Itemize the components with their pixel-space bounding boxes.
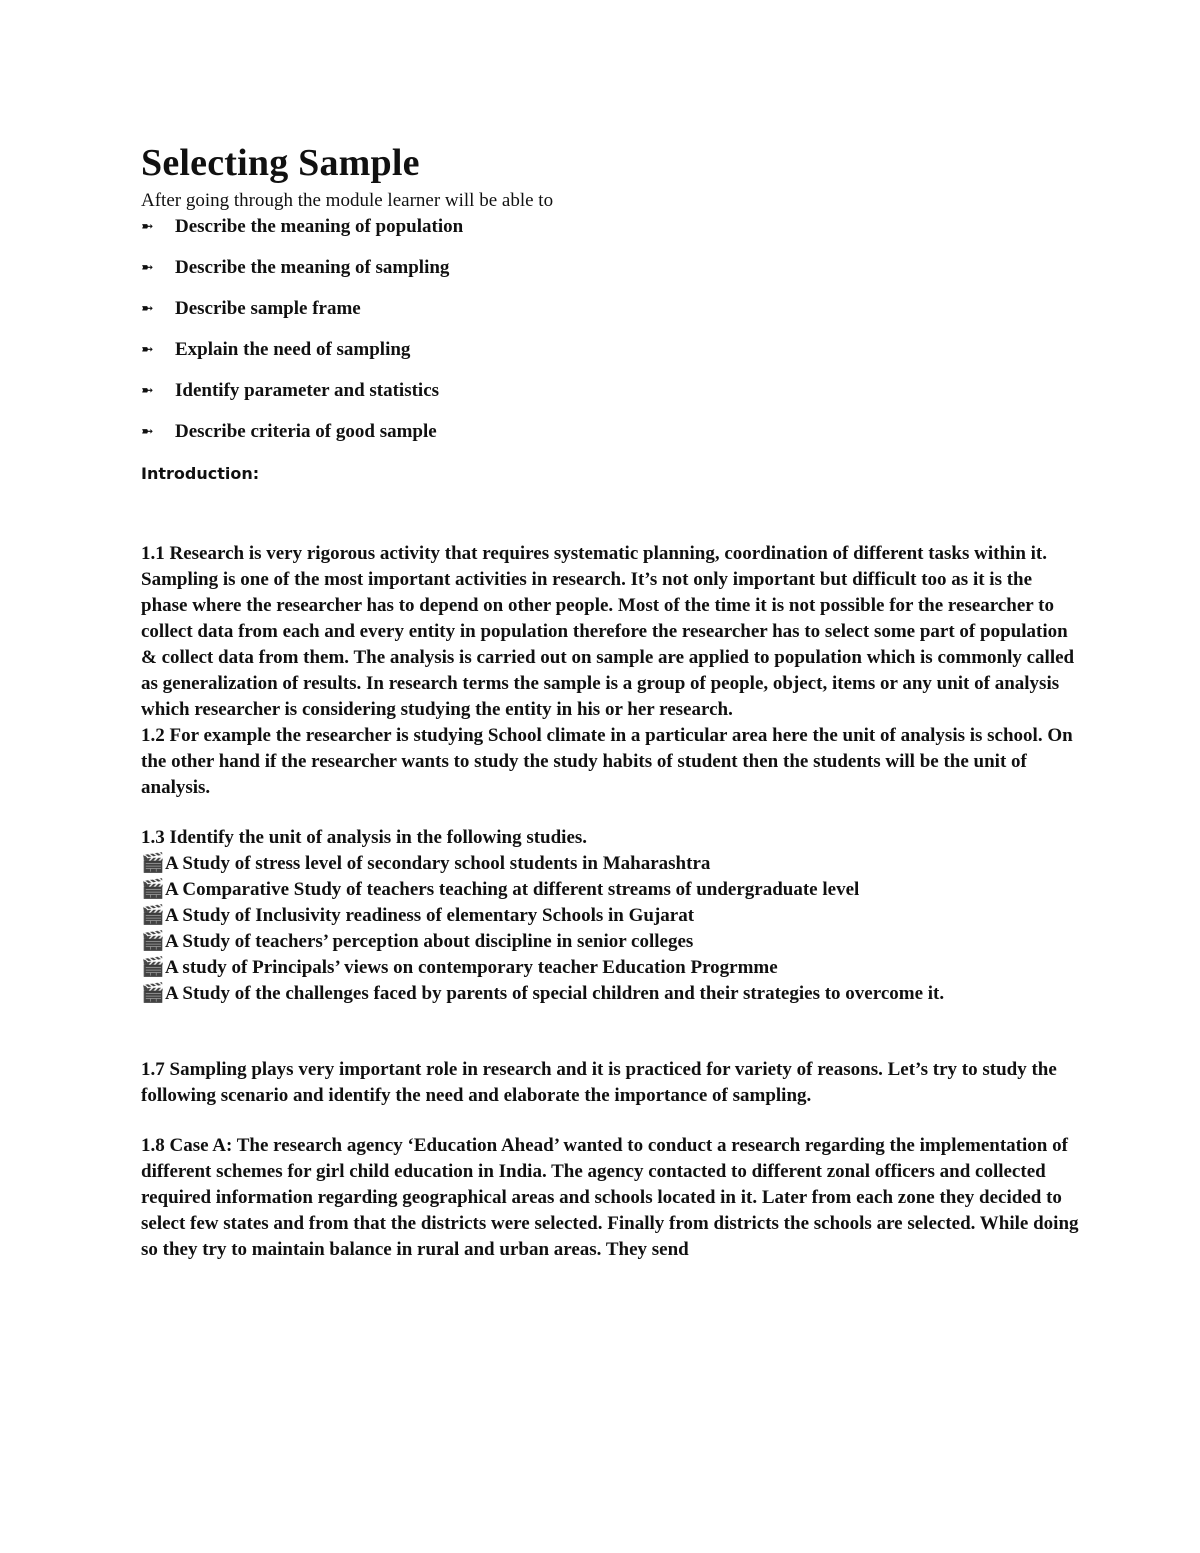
module-subtitle: After going through the module learner will be able to (141, 190, 554, 211)
study-text: A Study of Inclusivity readiness of elementary Schools in Gujarat (165, 905, 695, 926)
study-text: A Comparative Study of teachers teaching at different streams of undergraduate level (165, 879, 860, 900)
objective-item (141, 255, 1081, 281)
study-item (141, 929, 1081, 955)
objective-text: Describe the meaning of population (175, 216, 464, 237)
introduction-heading: Introduction: (141, 464, 260, 483)
study-item (141, 877, 1081, 903)
study-text: A Study of teachers’ perception about discipline in senior colleges (165, 931, 694, 952)
arrow-bullet-icon: ➼ (141, 424, 154, 440)
study-text: A Study of stress level of secondary school students in Maharashtra (165, 853, 711, 874)
objective-item (141, 296, 1081, 322)
objective-text: Describe sample frame (175, 298, 361, 319)
study-item (141, 981, 1081, 1007)
objective-text: Describe criteria of good sample (175, 421, 437, 442)
clapperboard-icon: 🎬 (141, 931, 165, 952)
study-text: A study of Principals’ views on contemporary teacher Education Progrmme (165, 957, 778, 978)
clapperboard-icon: 🎬 (141, 983, 165, 1004)
study-text: A Study of the challenges faced by parents of special children and their strategies to overcome it. (165, 983, 945, 1004)
objective-text: Describe the meaning of sampling (175, 257, 450, 278)
study-item (141, 903, 1081, 929)
paragraph-1-8: 1.8 Case A: The research agency ‘Education Ahead’ wanted to conduct a research regarding the implementation of different schemes for girl child education in India. The agency contacted to different zonal officers and collected required information regarding geographical areas and schools located in it. Later from each zone they decided to select few states and from that the districts were selected. Finally from districts the schools are selected. While doing so they try to maintain balance in rural and urban areas. They send (141, 1135, 1079, 1260)
arrow-bullet-icon: ➼ (141, 219, 154, 235)
objective-text: Identify parameter and statistics (175, 380, 440, 401)
objective-text: Explain the need of sampling (175, 339, 411, 360)
study-item (141, 955, 1081, 981)
objective-item (141, 419, 1081, 445)
document-page (141, 140, 1081, 1263)
objectives-list (141, 214, 1081, 445)
arrow-bullet-icon: ➼ (141, 260, 154, 276)
arrow-bullet-icon: ➼ (141, 301, 154, 317)
objective-item (141, 378, 1081, 404)
objective-item (141, 214, 1081, 240)
clapperboard-icon: 🎬 (141, 853, 165, 874)
arrow-bullet-icon: ➼ (141, 342, 154, 358)
study-item (141, 851, 1081, 877)
arrow-bullet-icon: ➼ (141, 383, 154, 399)
clapperboard-icon: 🎬 (141, 905, 165, 926)
paragraph-1-3: 1.3 Identify the unit of analysis in the following studies. (141, 827, 588, 848)
page-title: Selecting Sample (141, 142, 420, 184)
clapperboard-icon: 🎬 (141, 957, 165, 978)
objective-item (141, 337, 1081, 363)
paragraph-1-7: 1.7 Sampling plays very important role in research and it is practiced for variety of reasons. Let’s try to study the following scenario and identify the need and elaborate the importance of sampling. (141, 1059, 1057, 1106)
studies-list (141, 851, 1081, 1007)
paragraph-1-2: 1.2 For example the researcher is studying School climate in a particular area here the unit of analysis is school. On the other hand if the researcher wants to study the study habits of student then the students will be the unit of analysis. (141, 725, 1073, 798)
clapperboard-icon: 🎬 (141, 879, 165, 900)
paragraph-1-1: 1.1 Research is very rigorous activity that requires systematic planning, coordination of different tasks within it. Sampling is one of the most important activities in research. It’s not only important but difficult too as it is the phase where the researcher has to depend on other people. Most of the time it is not possible for the researcher to collect data from each and every entity in population therefore the researcher has to select some part of population & collect data from them. The analysis is carried out on sample are applied to population which is commonly called as generalization of results. In research terms the sample is a group of people, object, items or any unit of analysis which researcher is considering studying the entity in his or her research. (141, 543, 1075, 720)
